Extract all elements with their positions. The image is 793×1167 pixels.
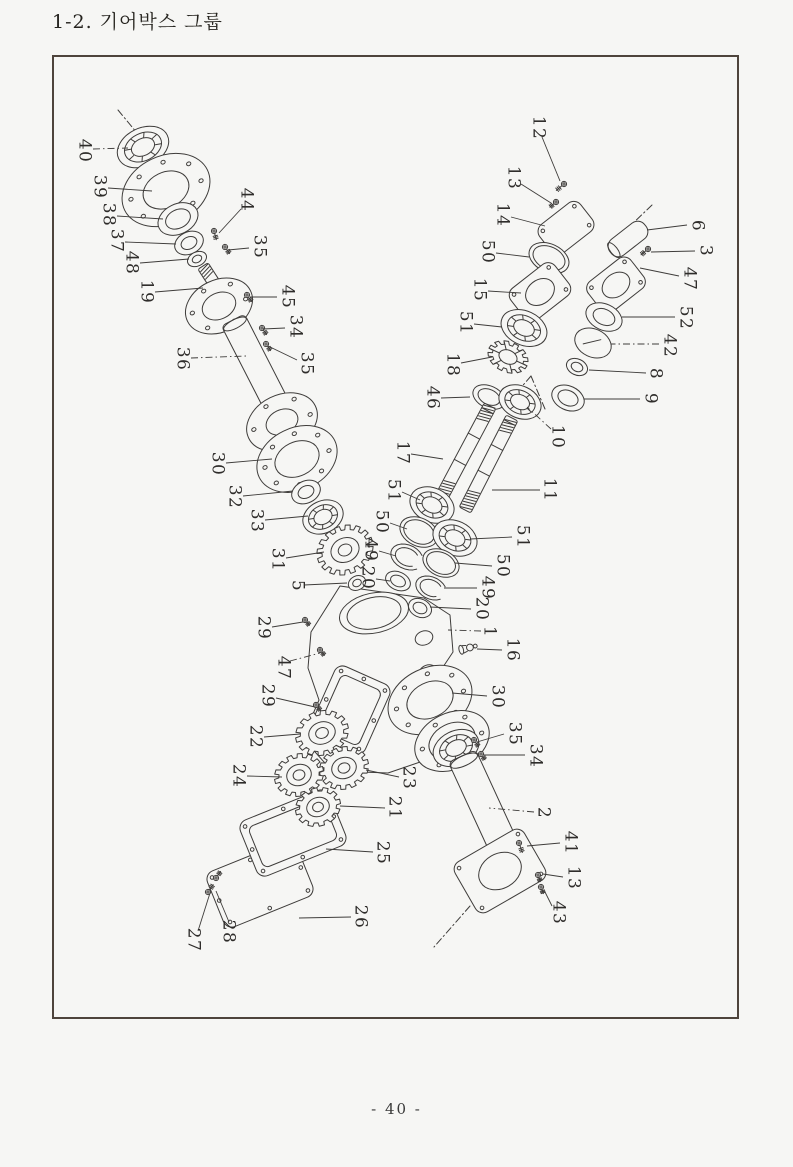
callout-17 xyxy=(393,441,444,466)
diagram-frame xyxy=(52,55,739,1019)
part-bolt xyxy=(211,228,219,241)
callout-14 xyxy=(493,203,546,228)
callout-number: 22 xyxy=(245,724,266,750)
callout-31 xyxy=(268,548,325,573)
callout-number: 40 xyxy=(74,138,95,164)
part-bolt xyxy=(258,324,268,336)
callout-number: 41 xyxy=(560,830,581,856)
callout-number: 26 xyxy=(350,904,371,930)
page-title: 1-2. 기어박스 그룹 xyxy=(52,11,223,33)
part-ring xyxy=(548,380,589,416)
part-bolt xyxy=(555,180,568,192)
axis-line xyxy=(118,110,137,133)
callout-35 xyxy=(228,235,270,260)
callout-42 xyxy=(611,334,680,359)
callout-13 xyxy=(504,166,552,203)
part-bolt xyxy=(262,340,272,352)
callout-12 xyxy=(529,116,561,181)
callout-number: 13 xyxy=(563,865,584,891)
callout-number: 48 xyxy=(121,250,142,276)
callout-3 xyxy=(651,245,716,257)
callout-number: 28 xyxy=(218,919,239,945)
callout-50 xyxy=(455,554,513,579)
part-ring xyxy=(564,355,591,379)
callout-number: 37 xyxy=(106,228,127,254)
callout-number: 34 xyxy=(525,743,546,769)
callout-number: 35 xyxy=(504,721,525,747)
callout-number: 20 xyxy=(357,565,378,591)
callout-27 xyxy=(184,893,211,952)
callout-number: 42 xyxy=(659,333,680,359)
callout-number: 25 xyxy=(372,840,393,866)
callout-35 xyxy=(268,346,317,376)
callout-11 xyxy=(492,478,560,503)
callout-number: 47 xyxy=(679,266,700,292)
callout-number: 16 xyxy=(502,637,523,663)
callout-number: 32 xyxy=(224,484,245,510)
part-bearing xyxy=(493,378,546,426)
callout-45 xyxy=(250,285,298,310)
callout-number: 30 xyxy=(207,451,228,477)
callout-24 xyxy=(229,764,283,789)
callout-number: 49 xyxy=(360,537,381,563)
callout-number: 50 xyxy=(477,239,498,265)
callout-9 xyxy=(584,393,661,405)
callout-number: 13 xyxy=(503,165,524,191)
callout-number: 27 xyxy=(183,927,204,953)
callout-number: 17 xyxy=(392,440,413,466)
callout-13 xyxy=(543,866,584,891)
callout-29 xyxy=(254,616,304,641)
callout-34 xyxy=(263,315,306,340)
callout-29 xyxy=(258,684,316,709)
callout-8 xyxy=(589,368,666,380)
callout-number: 39 xyxy=(89,174,110,200)
part-plate xyxy=(451,826,549,916)
callout-number: 51 xyxy=(383,478,404,504)
callout-number: 50 xyxy=(371,509,392,535)
part-cylinder xyxy=(605,218,652,261)
part-bolt xyxy=(538,884,546,895)
callout-number: 5 xyxy=(287,579,308,593)
callout-number: 51 xyxy=(455,310,476,336)
callout-6 xyxy=(647,220,708,232)
callout-number: 3 xyxy=(695,244,716,258)
callout-number: 47 xyxy=(273,655,294,681)
axis-line xyxy=(434,906,470,947)
callout-46 xyxy=(423,386,471,411)
page-number: - 40 - xyxy=(371,1100,422,1118)
callout-number: 51 xyxy=(512,524,533,550)
callout-number: 21 xyxy=(384,795,405,821)
callout-number: 14 xyxy=(492,202,513,228)
callout-number: 52 xyxy=(675,305,696,331)
callout-1 xyxy=(448,626,500,638)
exploded-diagram xyxy=(54,57,737,1017)
callout-21 xyxy=(340,796,405,821)
callout-number: 33 xyxy=(246,508,267,534)
callout-48 xyxy=(122,251,190,276)
part-grease-nipple xyxy=(458,641,478,655)
callout-number: 24 xyxy=(228,763,249,789)
callout-number: 45 xyxy=(277,284,298,310)
callout-number: 23 xyxy=(398,765,419,791)
callout-33 xyxy=(247,509,309,534)
callout-number: 49 xyxy=(477,575,498,601)
callout-51 xyxy=(470,525,533,550)
callout-16 xyxy=(477,638,523,663)
callout-22 xyxy=(246,725,301,750)
callout-number: 11 xyxy=(539,477,560,503)
callout-26 xyxy=(299,905,371,930)
callout-34 xyxy=(484,744,546,769)
callout-44 xyxy=(219,188,257,233)
callout-51 xyxy=(456,311,503,336)
callout-number: 12 xyxy=(528,115,549,141)
part-bolt xyxy=(221,243,231,255)
callout-number: 35 xyxy=(296,351,317,377)
callout-number: 50 xyxy=(492,553,513,579)
callout-18 xyxy=(443,353,493,378)
callout-number: 9 xyxy=(640,392,661,406)
callout-number: 38 xyxy=(98,202,119,228)
callout-number: 2 xyxy=(533,806,554,820)
callout-number: 6 xyxy=(687,219,708,233)
callout-number: 10 xyxy=(547,424,568,450)
callout-number: 36 xyxy=(172,346,193,372)
callout-number: 34 xyxy=(285,314,306,340)
callout-number: 31 xyxy=(267,547,288,573)
callout-52 xyxy=(622,306,696,331)
callout-number: 43 xyxy=(548,900,569,926)
callout-number: 18 xyxy=(442,352,463,378)
callout-number: 15 xyxy=(469,277,490,303)
callout-50 xyxy=(478,240,530,265)
callout-47 xyxy=(640,267,700,292)
callout-49 xyxy=(361,538,397,563)
callout-number: 20 xyxy=(471,596,492,622)
callout-number: 19 xyxy=(136,279,157,305)
callout-43 xyxy=(544,890,569,925)
callout-number: 29 xyxy=(253,615,274,641)
callout-number: 29 xyxy=(257,683,278,709)
part-bolt xyxy=(548,198,559,209)
callout-number: 1 xyxy=(479,625,500,639)
callout-number: 46 xyxy=(422,385,443,411)
part-shaft xyxy=(459,415,518,513)
callout-number: 44 xyxy=(236,187,257,213)
part-bolt xyxy=(639,245,651,256)
callout-number: 30 xyxy=(487,684,508,710)
callout-number: 35 xyxy=(249,234,270,260)
callout-number: 8 xyxy=(645,367,666,381)
